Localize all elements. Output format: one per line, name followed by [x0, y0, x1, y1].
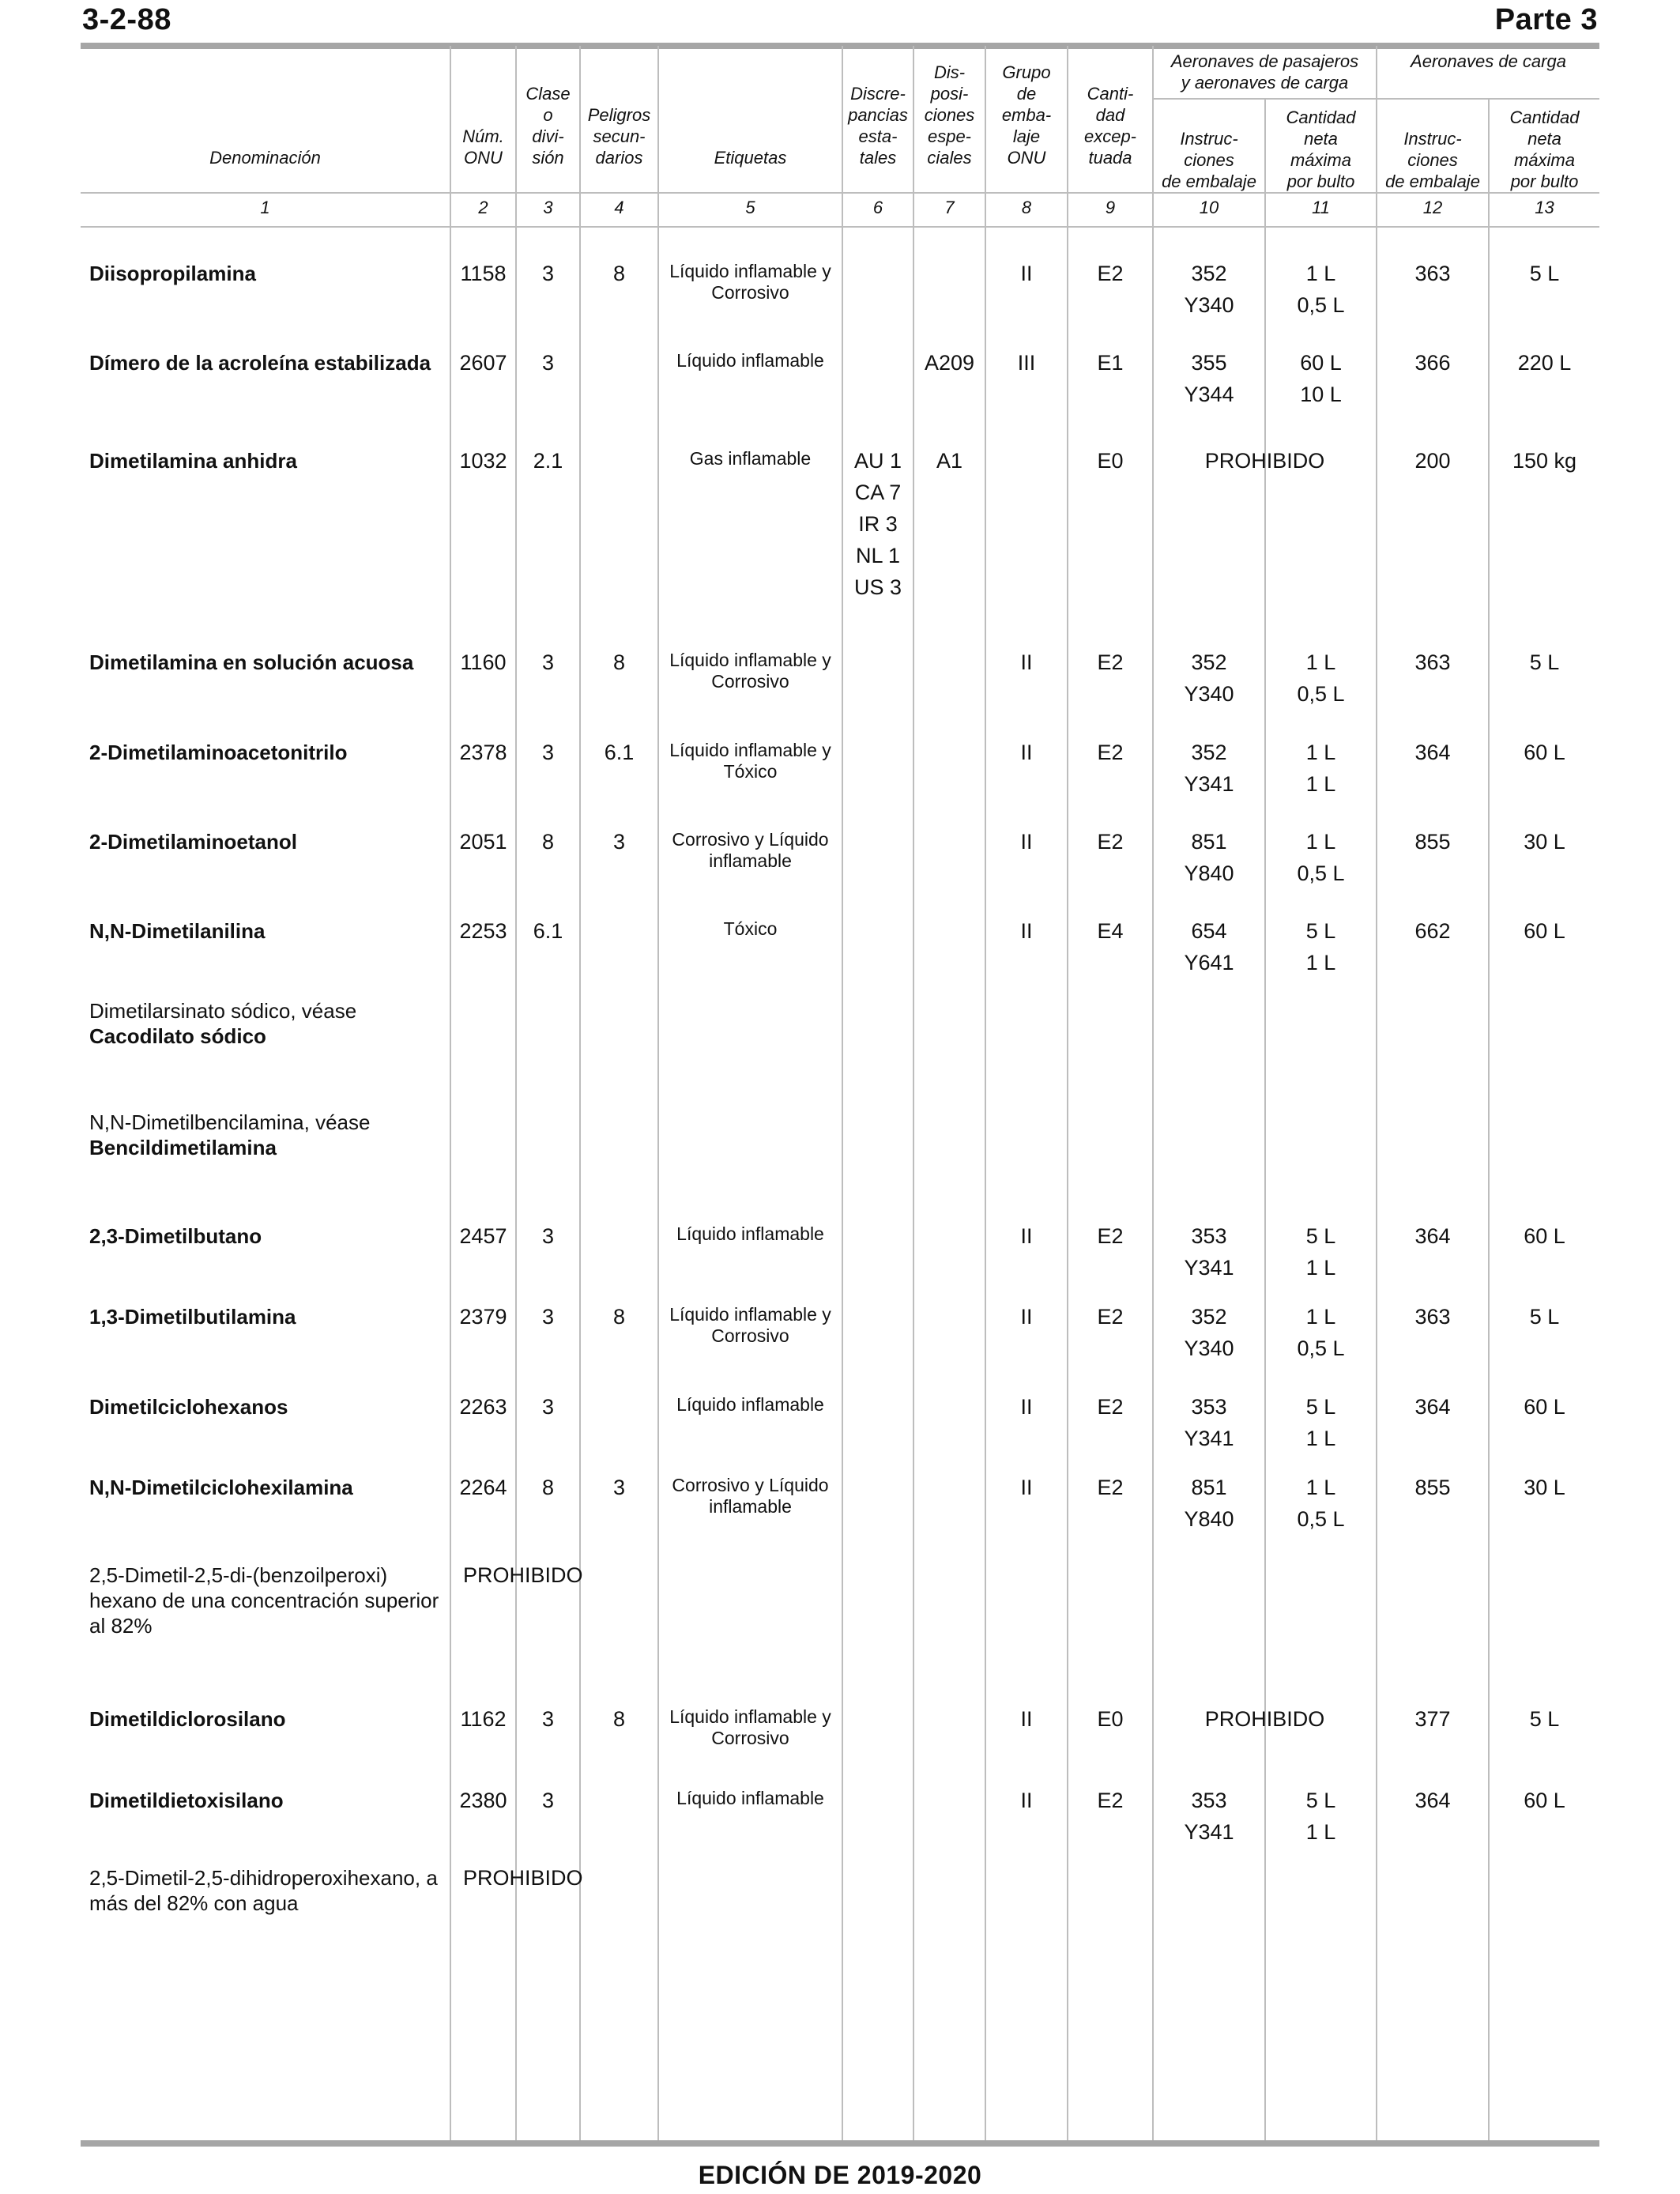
passenger-forbidden: PROHIBIDO — [1204, 1707, 1325, 1731]
subsidiary-hazard: 3 — [612, 1476, 626, 1499]
passenger-max-quantity: 1 L 0,5 L — [1297, 1305, 1345, 1360]
forbidden-text: PROHIBIDO — [463, 1563, 583, 1587]
header-special-provisions: Dis- posi- ciones espe- ciales — [924, 62, 975, 168]
passenger-max-quantity: 5 L 1 L — [1305, 919, 1336, 974]
passenger-packing-instruction: 352 Y340 — [1184, 262, 1234, 317]
cargo-packing-instruction: 364 — [1414, 1395, 1451, 1419]
top-rule — [81, 43, 1599, 49]
header-excepted-quantity: Canti- dad excep- tuada — [1083, 84, 1137, 168]
packing-group: II — [1020, 1707, 1033, 1731]
un-number: 2051 — [459, 830, 507, 854]
entry-name: N,N-Dimetilciclohexilamina — [89, 1476, 353, 1499]
column-number: 9 — [1105, 198, 1116, 217]
subsidiary-hazard: 8 — [612, 1707, 626, 1731]
entry-name: Dimetilamina anhidra — [89, 449, 297, 473]
packing-group: III — [1017, 351, 1036, 375]
column-number: 7 — [944, 198, 955, 217]
hazard-label: Líquido inflamable — [676, 350, 824, 371]
passenger-max-quantity: 5 L 1 L — [1305, 1789, 1336, 1844]
entry-name — [89, 1110, 453, 1160]
cargo-packing-instruction: 662 — [1414, 919, 1451, 943]
hazard-label: Gas inflamable — [689, 448, 812, 469]
excepted-quantity: E2 — [1097, 741, 1124, 764]
packing-group: II — [1020, 830, 1033, 854]
entry-name: Dímero de la acroleína estabilizada — [89, 351, 431, 375]
header-pax-packing-instruction: Instruc- ciones de embalaje — [1162, 129, 1256, 191]
entry-name-text: Dimetilarsinato sódico, véase — [89, 999, 357, 1023]
entry-name: N,N-Dimetilanilina — [89, 919, 266, 943]
packing-group: II — [1020, 1224, 1033, 1248]
entry-name: 1,3-Dimetilbutilamina — [89, 1305, 296, 1329]
column-number: 10 — [1199, 198, 1219, 217]
column-number: 11 — [1312, 198, 1330, 217]
passenger-packing-instruction: 353 Y341 — [1184, 1789, 1234, 1844]
entry-name: Diisopropilamina — [89, 262, 256, 285]
excepted-quantity: E2 — [1097, 262, 1124, 285]
cargo-packing-instruction: 366 — [1414, 351, 1451, 375]
column-number: 6 — [872, 198, 883, 217]
subsidiary-hazard: 3 — [612, 830, 626, 854]
passenger-max-quantity: 1 L 0,5 L — [1297, 650, 1345, 706]
column-number: 1 — [260, 198, 270, 217]
column-number-rule — [81, 226, 1599, 228]
cargo-max-quantity: 30 L — [1524, 830, 1565, 854]
entry-name: Dimetilamina en solución acuosa — [89, 650, 414, 674]
forbidden-text: PROHIBIDO — [463, 1866, 583, 1890]
passenger-packing-instruction: 352 Y340 — [1184, 650, 1234, 706]
entry-name: Dimetilciclohexanos — [89, 1395, 288, 1419]
passenger-packing-instruction: 353 Y341 — [1184, 1395, 1234, 1450]
header-un-number: Núm. ONU — [462, 126, 504, 168]
cargo-packing-instruction: 363 — [1414, 262, 1451, 285]
column-divider — [1488, 98, 1490, 2142]
hazard-class: 3 — [541, 1707, 555, 1731]
subsidiary-hazard: 8 — [612, 262, 626, 285]
un-number: 1158 — [460, 262, 507, 285]
cargo-packing-instruction: 363 — [1414, 650, 1451, 674]
edition-footer: EDICIÓN DE 2019-2020 — [698, 2161, 982, 2189]
un-number: 1032 — [459, 449, 507, 473]
excepted-quantity: E2 — [1097, 830, 1124, 854]
packing-group: II — [1020, 262, 1033, 285]
cargo-max-quantity: 60 L — [1524, 1789, 1565, 1812]
passenger-packing-instruction: 851 Y840 — [1184, 1476, 1234, 1531]
passenger-max-quantity: 1 L 1 L — [1305, 741, 1336, 796]
header-class: Clase o divi- sión — [525, 84, 571, 168]
un-number: 1162 — [460, 1707, 507, 1731]
packing-group: II — [1020, 1476, 1033, 1499]
passenger-packing-instruction: 352 Y341 — [1184, 741, 1234, 796]
header-packing-group: Grupo de emba- laje ONU — [1001, 62, 1052, 168]
cargo-max-quantity: 30 L — [1524, 1476, 1565, 1499]
passenger-max-quantity: 1 L 0,5 L — [1297, 262, 1345, 317]
column-number: 12 — [1422, 198, 1443, 217]
hazard-label: Líquido inflamable — [676, 1223, 824, 1244]
column-divider — [657, 46, 659, 2142]
hazard-class: 3 — [541, 262, 555, 285]
hazard-class: 8 — [541, 830, 555, 854]
header-passenger-cargo-aircraft: Aeronaves de pasajeros y aeronaves de carga — [1170, 51, 1359, 92]
excepted-quantity: E4 — [1097, 919, 1124, 943]
passenger-packing-instruction: 851 Y840 — [1184, 830, 1234, 885]
column-number: 4 — [614, 198, 624, 217]
hazard-label: Tóxico — [723, 918, 778, 939]
entry-name: 2-Dimetilaminoetanol — [89, 830, 297, 854]
cargo-max-quantity: 150 kg — [1512, 449, 1577, 473]
packing-group: II — [1020, 650, 1033, 674]
hazard-label: Corrosivo y Líquido inflamable — [672, 829, 829, 871]
hazard-label: Líquido inflamable y Corrosivo — [669, 650, 831, 692]
entry-name-text: N,N-Dimetilbencilamina, véase — [89, 1110, 371, 1134]
un-number: 2379 — [459, 1305, 507, 1329]
hazard-label: Líquido inflamable — [676, 1788, 824, 1808]
entry-name-text: 2,5-Dimetil-2,5-dihidroperoxihexano, a más del 82% con agua — [89, 1866, 438, 1915]
un-number: 2607 — [459, 351, 507, 375]
special-provision: A1 — [936, 449, 963, 473]
passenger-packing-instruction: 654 Y641 — [1184, 919, 1234, 974]
un-number: 2264 — [459, 1476, 507, 1499]
cargo-max-quantity: 5 L — [1529, 1707, 1560, 1731]
hazard-label: Líquido inflamable y Corrosivo — [669, 1706, 831, 1748]
cargo-packing-instruction: 200 — [1414, 449, 1451, 473]
passenger-forbidden: PROHIBIDO — [1204, 449, 1325, 473]
entry-name — [89, 998, 453, 1049]
hazard-class: 3 — [541, 741, 555, 764]
entry-name-text: 2,5-Dimetil-2,5-di-(benzoilperoxi) hexano de una concentración superior al 82% — [89, 1563, 439, 1638]
header-denominacion: Denominación — [209, 148, 321, 168]
hazard-label: Líquido inflamable y Corrosivo — [669, 1304, 831, 1346]
un-number: 2378 — [459, 741, 507, 764]
packing-group: II — [1020, 919, 1033, 943]
excepted-quantity: E2 — [1097, 1789, 1124, 1812]
un-number: 2380 — [459, 1789, 507, 1812]
cross-reference-name: Bencildimetilamina — [89, 1136, 277, 1159]
header-subsidiary-hazards: Peligros secun- darios — [587, 105, 651, 168]
packing-group: II — [1020, 1789, 1033, 1812]
packing-group: II — [1020, 741, 1033, 764]
hazard-class: 3 — [541, 351, 555, 375]
hazard-class: 8 — [541, 1476, 555, 1499]
un-number: 2263 — [459, 1395, 507, 1419]
hazard-class: 3 — [541, 1305, 555, 1329]
entry-name: Dimetildiclorosilano — [89, 1707, 286, 1731]
subsidiary-hazard: 6.1 — [604, 741, 635, 764]
un-number: 1160 — [460, 650, 507, 674]
cross-reference-name: Cacodilato sódico — [89, 1024, 266, 1048]
column-divider — [842, 46, 843, 2142]
header-pax-max-quantity: Cantidad neta máxima por bulto — [1286, 107, 1356, 191]
column-number: 13 — [1535, 198, 1554, 217]
cargo-packing-instruction: 855 — [1414, 1476, 1451, 1499]
passenger-max-quantity: 1 L 0,5 L — [1297, 830, 1345, 885]
hazard-class: 3 — [541, 1395, 555, 1419]
bottom-rule — [81, 2140, 1599, 2147]
excepted-quantity: E2 — [1097, 1305, 1124, 1329]
passenger-max-quantity: 1 L 0,5 L — [1297, 1476, 1345, 1531]
cargo-max-quantity: 60 L — [1524, 1224, 1565, 1248]
header-rule — [81, 192, 1599, 194]
cargo-max-quantity: 60 L — [1524, 741, 1565, 764]
column-number: 8 — [1021, 198, 1032, 217]
packing-group: II — [1020, 1395, 1033, 1419]
special-provision: A209 — [924, 351, 975, 375]
cargo-packing-instruction: 377 — [1414, 1707, 1451, 1731]
column-number: 3 — [543, 198, 553, 217]
column-number: 2 — [478, 198, 488, 217]
hazard-label: Líquido inflamable y Tóxico — [669, 740, 831, 782]
cargo-packing-instruction: 364 — [1414, 1224, 1451, 1248]
passenger-max-quantity: 5 L 1 L — [1305, 1395, 1336, 1450]
hazard-label: Líquido inflamable — [676, 1394, 824, 1415]
hazard-class: 6.1 — [533, 919, 563, 943]
hazard-class: 3 — [541, 1224, 555, 1248]
excepted-quantity: E0 — [1097, 1707, 1124, 1731]
cargo-packing-instruction: 364 — [1414, 1789, 1451, 1812]
cargo-max-quantity: 220 L — [1517, 351, 1572, 375]
passenger-packing-instruction: 353 Y341 — [1184, 1224, 1234, 1280]
column-number: 5 — [745, 198, 755, 217]
excepted-quantity: E2 — [1097, 1395, 1124, 1419]
state-variations: AU 1 CA 7 IR 3 NL 1 US 3 — [853, 449, 902, 599]
page-number: 3-2-88 — [82, 3, 171, 36]
passenger-packing-instruction: 352 Y340 — [1184, 1305, 1234, 1360]
excepted-quantity: E0 — [1097, 449, 1124, 473]
passenger-max-quantity: 5 L 1 L — [1305, 1224, 1336, 1280]
hazard-class: 2.1 — [533, 449, 563, 473]
un-number: 2253 — [459, 919, 507, 943]
entry-name: 2,3-Dimetilbutano — [89, 1224, 262, 1248]
cargo-max-quantity: 5 L — [1529, 1305, 1560, 1329]
cargo-packing-instruction: 364 — [1414, 741, 1451, 764]
group-header-rule — [1152, 98, 1599, 100]
passenger-packing-instruction: 355 Y344 — [1184, 351, 1234, 406]
cargo-max-quantity: 5 L — [1529, 650, 1560, 674]
excepted-quantity: E2 — [1097, 1476, 1124, 1499]
header-cargo-aircraft: Aeronaves de carga — [1411, 51, 1566, 71]
entry-name — [89, 1563, 453, 1638]
hazard-class: 3 — [541, 1789, 555, 1812]
header-labels: Etiquetas — [714, 148, 787, 168]
entry-name — [89, 1865, 453, 1916]
header-cao-max-quantity: Cantidad neta máxima por bulto — [1509, 107, 1580, 191]
subsidiary-hazard: 8 — [612, 1305, 626, 1329]
header-cao-packing-instruction: Instruc- ciones de embalaje — [1385, 129, 1480, 191]
excepted-quantity: E2 — [1097, 1224, 1124, 1248]
hazard-label: Líquido inflamable y Corrosivo — [669, 261, 831, 303]
cargo-packing-instruction: 855 — [1414, 830, 1451, 854]
column-divider — [579, 46, 581, 2142]
cargo-max-quantity: 60 L — [1524, 919, 1565, 943]
cargo-max-quantity: 5 L — [1529, 262, 1560, 285]
cargo-max-quantity: 60 L — [1524, 1395, 1565, 1419]
excepted-quantity: E2 — [1097, 650, 1124, 674]
excepted-quantity: E1 — [1097, 351, 1124, 375]
subsidiary-hazard: 8 — [612, 650, 626, 674]
un-number: 2457 — [459, 1224, 507, 1248]
passenger-max-quantity: 60 L 10 L — [1300, 351, 1342, 406]
hazard-label: Corrosivo y Líquido inflamable — [672, 1475, 829, 1517]
header-state-variations: Discre- pancias esta- tales — [848, 84, 908, 168]
hazard-class: 3 — [541, 650, 555, 674]
cargo-packing-instruction: 363 — [1414, 1305, 1451, 1329]
entry-name: 2-Dimetilaminoacetonitrilo — [89, 741, 348, 764]
part-title: Parte 3 — [1494, 3, 1598, 36]
entry-name: Dimetildietoxisilano — [89, 1789, 284, 1812]
packing-group: II — [1020, 1305, 1033, 1329]
